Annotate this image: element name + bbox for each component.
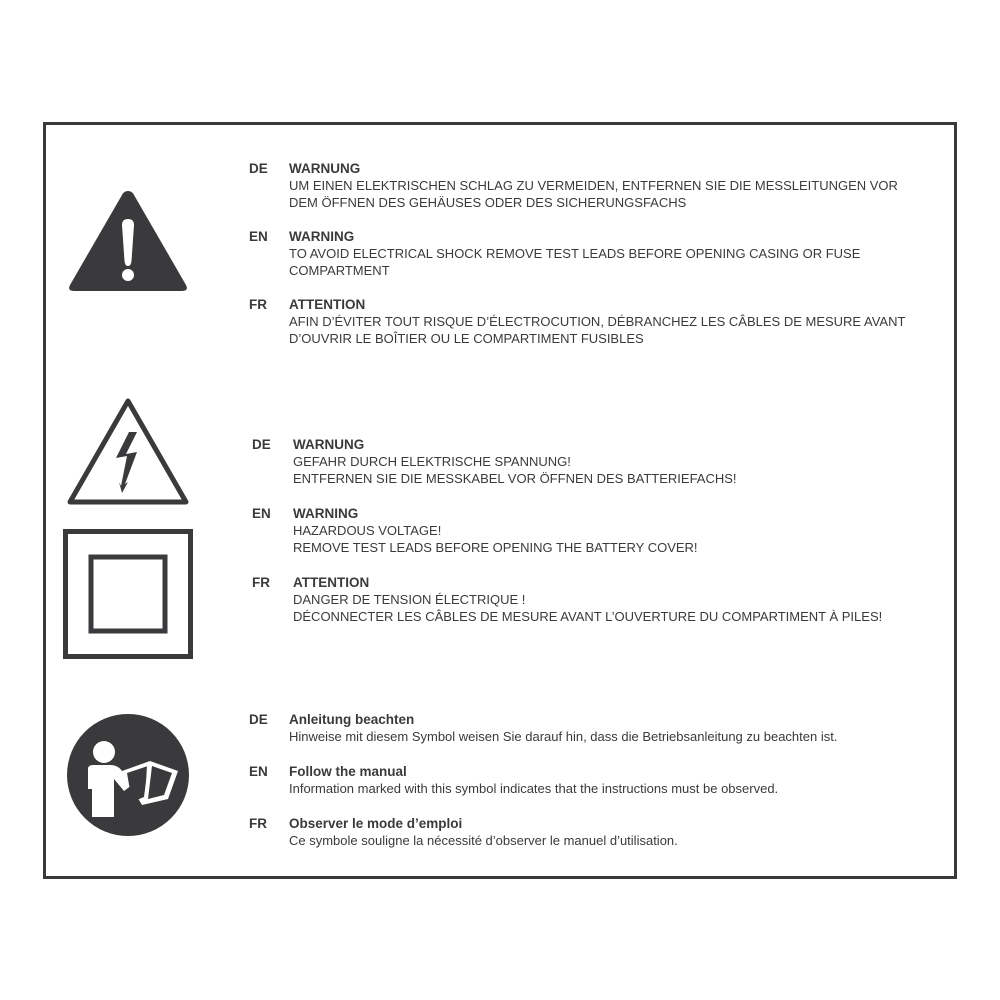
lang-code: EN bbox=[249, 229, 268, 244]
entry-title: WARNUNG bbox=[293, 437, 365, 452]
warning-triangle-icon bbox=[66, 187, 190, 295]
entry-line: DÉCONNECTER LES CÂBLES DE MESURE AVANT L’OUVERTURE DU COMPARTIMENT À PILES! bbox=[293, 609, 883, 624]
entry-line: HAZARDOUS VOLTAGE! bbox=[293, 523, 442, 538]
entry-line: REMOVE TEST LEADS BEFORE OPENING THE BATTERY COVER! bbox=[293, 540, 698, 555]
entry-line: AFIN D’ÉVITER TOUT RISQUE D’ÉLECTROCUTION, DÉBRANCHEZ LES CÂBLES DE MESURE AVANT bbox=[289, 314, 906, 329]
entry-line: DEM ÖFFNEN DES GEHÄUSES ODER DES SICHERUNGSFACHS bbox=[289, 195, 687, 210]
entry-line: Information marked with this symbol indicates that the instructions must be observed. bbox=[289, 781, 779, 796]
entry-line: Ce symbole souligne la nécessité d’observer le manuel d’utilisation. bbox=[289, 833, 678, 848]
entry-line: D’OUVRIR LE BOÎTIER OU LE COMPARTIMENT FUSIBLES bbox=[289, 331, 644, 346]
entry-title: WARNUNG bbox=[289, 161, 361, 176]
entry-title: Observer le mode d’emploi bbox=[289, 816, 463, 831]
entry-line: GEFAHR DURCH ELEKTRISCHE SPANNUNG! bbox=[293, 454, 571, 469]
lang-code: FR bbox=[249, 816, 267, 831]
entry-line: TO AVOID ELECTRICAL SHOCK REMOVE TEST LEADS BEFORE OPENING CASING OR FUSE bbox=[289, 246, 861, 261]
entry-title: ATTENTION bbox=[293, 575, 370, 590]
high-voltage-icon bbox=[65, 396, 191, 508]
entry-title: Follow the manual bbox=[289, 764, 407, 779]
entry-line: ENTFERNEN SIE DIE MESSKABEL VOR ÖFFNEN DES BATTERIEFACHS! bbox=[293, 471, 737, 486]
lang-code: DE bbox=[249, 712, 268, 727]
entry-title: WARNING bbox=[293, 506, 359, 521]
lang-code: DE bbox=[252, 437, 271, 452]
entry-title: Anleitung beachten bbox=[289, 712, 415, 727]
entry-title: WARNING bbox=[289, 229, 355, 244]
entry-title: ATTENTION bbox=[289, 297, 366, 312]
entry-line: COMPARTMENT bbox=[289, 263, 390, 278]
lang-code: EN bbox=[249, 764, 268, 779]
lang-code: DE bbox=[249, 161, 268, 176]
entry-line: UM EINEN ELEKTRISCHEN SCHLAG ZU VERMEIDEN, ENTFERNEN SIE DIE MESSLEITUNGEN VOR bbox=[289, 178, 898, 193]
entry-line: Hinweise mit diesem Symbol weisen Sie darauf hin, dass die Betriebsanleitung zu beachten ist. bbox=[289, 729, 838, 744]
double-insulation-icon bbox=[63, 529, 193, 659]
lang-code: FR bbox=[252, 575, 270, 590]
read-manual-icon bbox=[66, 713, 190, 837]
lang-code: FR bbox=[249, 297, 267, 312]
lang-code: EN bbox=[252, 506, 271, 521]
entry-line: DANGER DE TENSION ÉLECTRIQUE ! bbox=[293, 592, 526, 607]
